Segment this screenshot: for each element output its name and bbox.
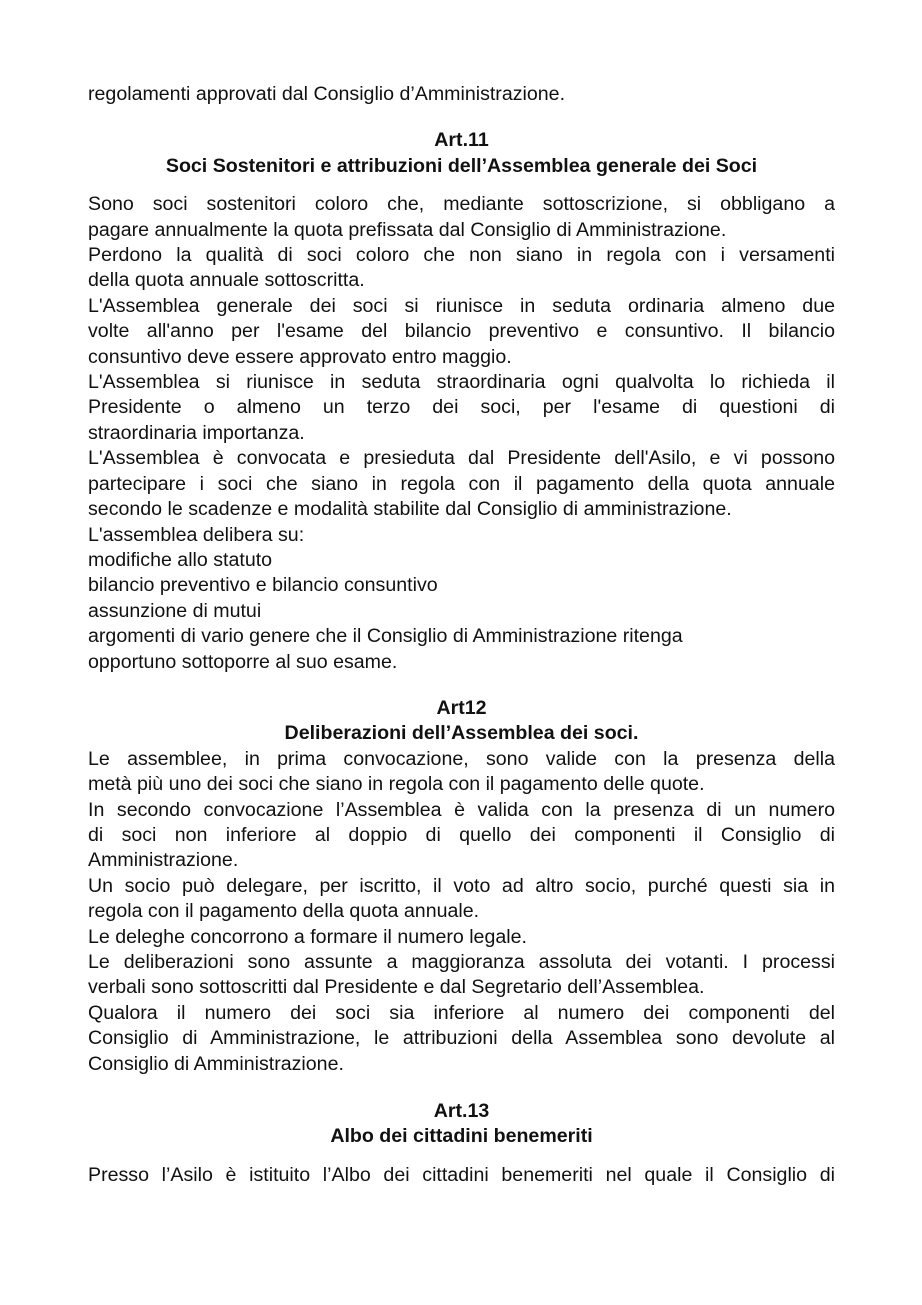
body-line: regola con il pagamento della quota annuale. [88,900,480,923]
body-line: Le assemblee, in prima convocazione, sono valide con la presenza della [88,747,835,770]
article-11-title: Soci Sostenitori e attribuzioni dell’Assemblea generale dei Soci [165,154,758,177]
body-line: Consiglio di Amministrazione, le attribuzioni della Assemblea sono devolute al [88,1027,835,1050]
body-line: modifiche allo statuto [88,548,273,571]
body-line: Perdono la qualità di soci coloro che non siano in regola con i versamenti [88,244,835,267]
body-line: opportuno sottoporre al suo esame. [88,650,398,673]
body-line: Presso l’Asilo è istituito l’Albo dei cittadini benemeriti nel quale il Consiglio di [88,1163,835,1186]
body-line: Sono soci sostenitori coloro che, mediante sottoscrizione, si obbligano a [88,193,835,216]
intro-tail-text: regolamenti approvati dal Consiglio d’Amministrazione. [88,83,566,105]
body-line: bilancio preventivo e bilancio consuntivo [88,574,438,597]
article-13 [88,1099,835,1188]
article-12-body [88,747,835,1077]
body-line: secondo le scadenze e modalità stabilite dal Consiglio di amministrazione. [88,498,732,521]
body-line: volte all'anno per l'esame del bilancio preventivo e consuntivo. Il bilancio [88,320,835,343]
body-line: Amministrazione. [88,849,239,872]
body-line: L'Assemblea generale dei soci si riunisce in seduta ordinaria almeno due [88,294,835,317]
body-line: straordinaria importanza. [88,421,305,444]
body-line: L'Assemblea si riunisce in seduta straordinaria ogni qualvolta lo richieda il [88,371,835,394]
body-line: Qualora il numero dei soci sia inferiore al numero dei componenti del [88,1001,835,1024]
article-13-number: Art.13 [433,1100,490,1123]
body-line: Un socio può delegare, per iscritto, il voto ad altro socio, purché questi sia in [88,874,835,897]
article-11-number: Art.11 [434,129,489,152]
body-line: L'assemblea delibera su: [88,523,305,546]
body-line: argomenti di vario genere che il Consiglio di Amministrazione ritenga [88,625,683,648]
body-line: verbali sono sottoscritti dal Presidente e dal Segretario dell’Assemblea. [88,976,705,999]
body-line: Le deliberazioni sono assunte a maggioranza assoluta dei votanti. I processi [88,951,835,973]
article-12 [88,696,835,1077]
article-12-title: Deliberazioni dell’Assemblea dei soci. [284,722,639,745]
body-line: In secondo convocazione l’Assemblea è valida con la presenza di un numero [88,798,835,821]
body-line: Presidente o almeno un terzo dei soci, per l'esame di questioni di [88,396,835,419]
body-line: consuntivo deve essere approvato entro maggio. [88,345,512,368]
body-line: partecipare i soci che siano in regola con il pagamento della quota annuale [88,472,835,495]
body-line: Le deleghe concorrono a formare il numero legale. [88,925,527,948]
document-page [88,82,835,1188]
article-11-body [88,192,835,675]
body-line: Consiglio di Amministrazione. [88,1052,344,1075]
article-12-number: Art12 [436,696,487,719]
body-line: pagare annualmente la quota prefissata dal Consiglio di Amministrazione. [88,218,727,241]
body-line: metà più uno dei soci che siano in regola con il pagamento delle quote. [88,773,705,796]
body-line: della quota annuale sottoscritta. [88,269,365,292]
article-11 [88,128,835,675]
body-line: di soci non inferiore al doppio di quello dei componenti il Consiglio di [88,823,835,846]
body-line: L'Assemblea è convocata e presieduta dal Presidente dell'Asilo, e vi possono [88,447,835,470]
article-13-body [88,1163,835,1188]
body-line: assunzione di mutui [88,599,262,622]
article-13-title: Albo dei cittadini benemeriti [330,1125,593,1148]
